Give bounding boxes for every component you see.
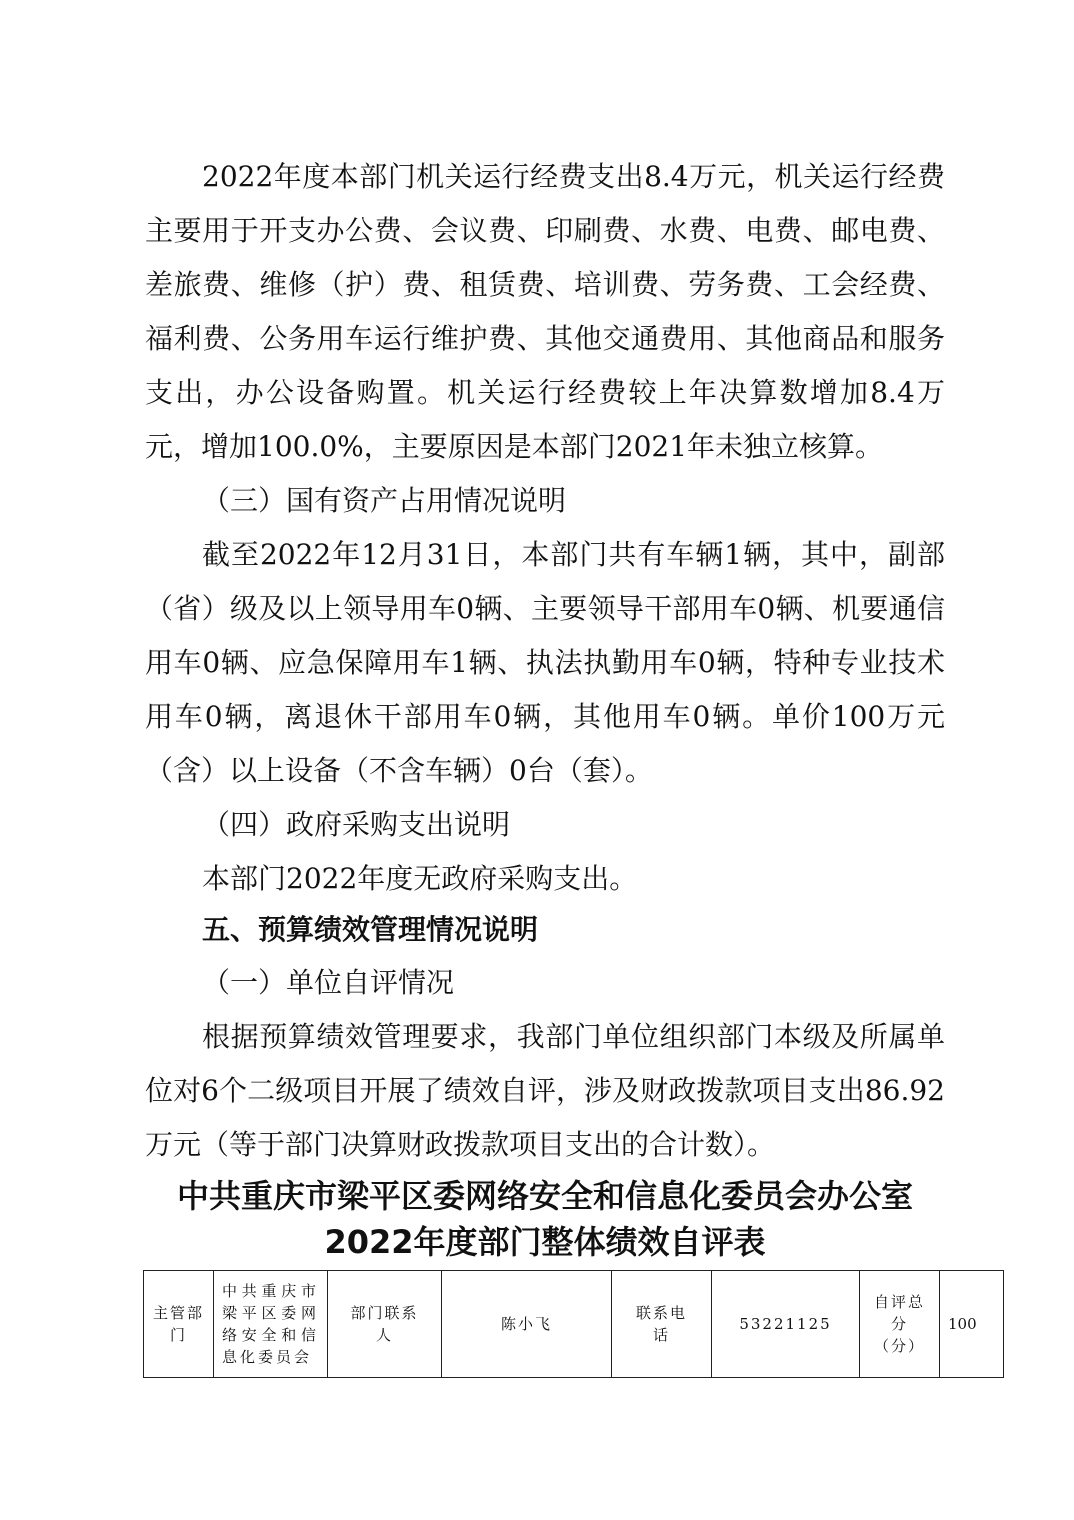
evaluation-table — [143, 1270, 1004, 1378]
score-value-cell: 100 — [940, 1271, 1004, 1378]
heading-procurement: （四）政府采购支出说明 — [202, 808, 511, 841]
phone-label-cell: 联系电话 — [612, 1271, 712, 1378]
heading-self-evaluation: （一）单位自评情况 — [202, 966, 455, 999]
phone-value-cell: 53221125 — [712, 1271, 860, 1378]
contact-value-cell: 陈小飞 — [442, 1271, 612, 1378]
paragraph-procurement: 本部门2022年度无政府采购支出。 — [202, 862, 638, 895]
paragraph-vehicles: 截至2022年12月31日，本部门共有车辆1辆，其中，副部（省）级及以上领导用车0辆、主要领导干部用车0辆、机要通信用车0辆、应急保障用车1辆、执法执勤用车0辆，特种专业技术用车0辆，离退休干部用车0辆，其他用车0辆。单价100万元（含）以上设备（不含车辆）0台（套）。 — [145, 538, 945, 787]
paragraph-operating-costs: 2022年度本部门机关运行经费支出8.4万元，机关运行经费主要用于开支办公费、会议费、印刷费、水费、电费、邮电费、差旅费、维修（护）费、租赁费、培训费、劳务费、工会经费、福利费、公务用车运行维护费、其他交通费用、其他商品和服务支出，办公设备购置。机关运行经费较上年决算数增加8.4万元，增加100.0%，主要原因是本部门2021年未独立核算。 — [145, 160, 945, 463]
score-label-cell: 自评总分（分） — [860, 1271, 940, 1378]
table-title-line2: 2022年度部门整体绩效自评表 — [324, 1223, 766, 1261]
table-row — [144, 1271, 1004, 1378]
table-title-line1: 中共重庆市梁平区委网络安全和信息化委员会办公室 — [176, 1177, 913, 1215]
heading-state-assets: （三）国有资产占用情况说明 — [202, 484, 567, 517]
dept-label-cell: 主管部门 — [144, 1271, 214, 1378]
paragraph-self-evaluation: 根据预算绩效管理要求，我部门单位组织部门本级及所属单位对6个二级项目开展了绩效自评，涉及财政拨款项目支出86.92万元（等于部门决算财政拨款项目支出的合计数）。 — [145, 1020, 945, 1161]
dept-value-cell: 中共重庆市梁平区委网络安全和信息化委员会 — [214, 1271, 328, 1378]
contact-label-cell: 部门联系人 — [328, 1271, 442, 1378]
heading-performance-management: 五、预算绩效管理情况说明 — [202, 913, 539, 946]
